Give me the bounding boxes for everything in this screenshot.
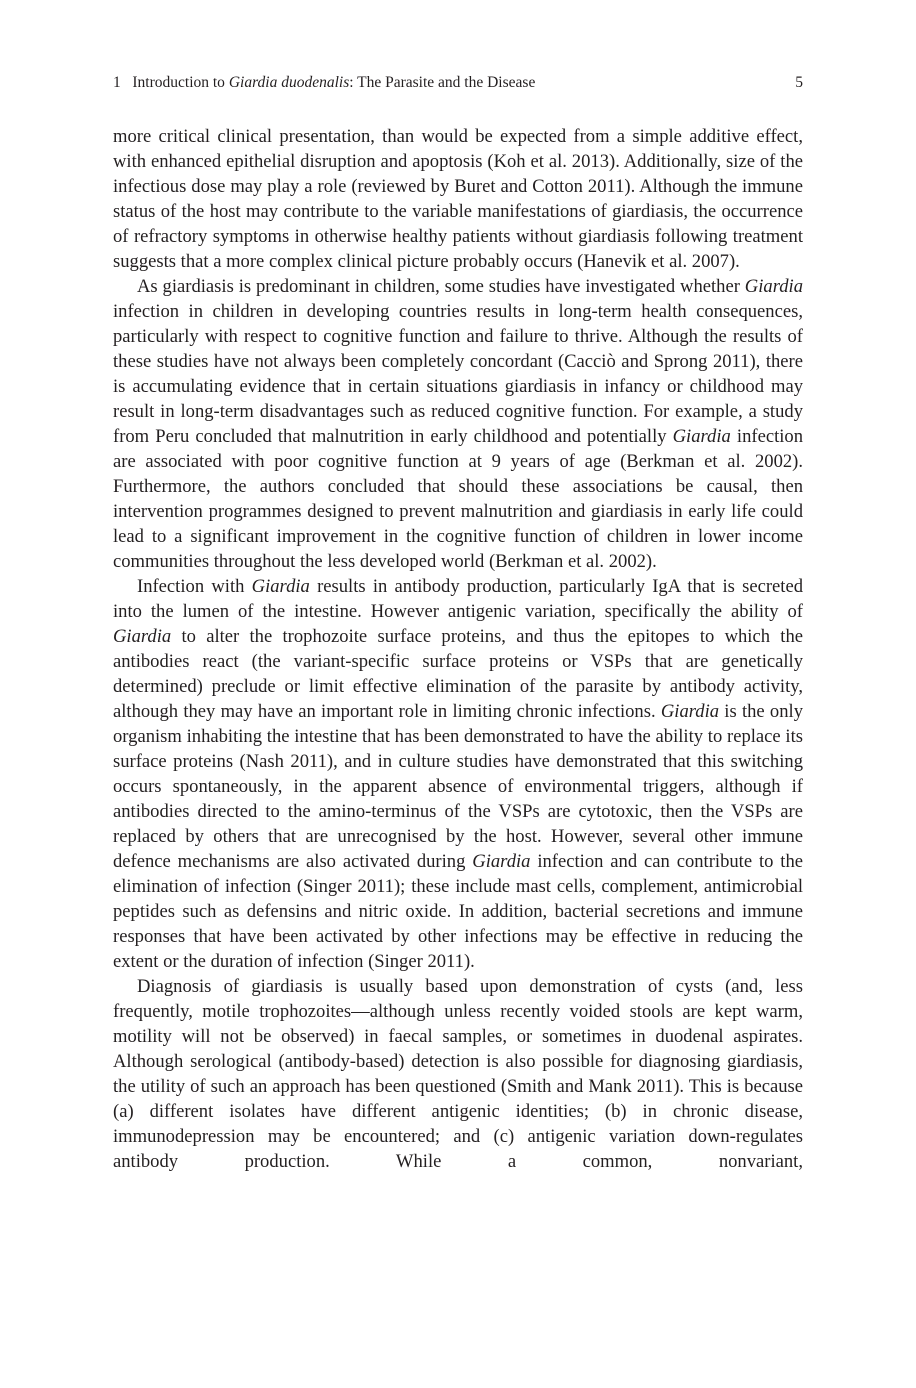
italic-term: Giardia [113,626,172,647]
text-run: infection are associated with poor cognitive function at 9 years of age (Berkman et al. 2002). Furthermore, the authors concluded that should these associations be causal, then intervention programmes designed to prevent malnutrition and giardiasis in early life could lead to a significant improvement in the cognitive function of children in lower income communities throughout the less developed world (Berkman et al. 2002). [113,426,803,572]
body-text [113,124,803,1174]
text-run: Diagnosis of giardiasis is usually based upon demonstration of cysts (and, less frequently, motile trophozoites—although unless recently voided stools are kept warm, motility will not be observed) in faecal samples, or sometimes in duodenal aspirates. Although serological (antibody-based) detection is also possible for diagnosing giardiasis, the utility of such an approach has been questioned (Smith and Mank 2011). This is because (a) different isolates have different antigenic identities; (b) in chronic disease, immunodepression may be encountered; and (c) antigenic variation down-regulates antibody production. While a common, nonvariant, [113,976,803,1172]
paragraph-4 [113,974,803,1174]
italic-term: Giardia [744,276,803,297]
text-run: infection in children in developing countries results in long-term health consequences, particularly with respect to cognitive function and failure to thrive. Although the results of these studies have not always been completely concordant (Cacciò and Sprong 2011), there is accumulating evidence that in certain situations giardiasis in infancy or childhood may result in long-term disadvantages such as reduced cognitive function. For example, a study from Peru concluded that malnutrition in early childhood and potentially [113,301,803,447]
chapter-number: 1 [113,74,121,91]
italic-term: Giardia [251,576,310,597]
chapter-title [113,72,535,94]
paragraph-1 [113,124,803,274]
running-head [113,72,803,94]
text-run: more critical clinical presentation, than would be expected from a simple additive effect, with enhanced epithelial disruption and apoptosis (Koh et al. 2013). Additionally, size of the infectious dose may play a role (reviewed by Buret and Cotton 2011). Although the immune status of the host may contribute to the variable manifestations of giardiasis, the occurrence of refractory symptoms in otherwise healthy patients without giardiasis following treatment suggests that a more complex clinical picture probably occurs (Hanevik et al. 2007). [113,126,803,272]
text-run: Infection with [137,576,252,597]
paragraph-3 [113,574,803,974]
chapter-title-text-1: Introduction to [132,74,229,91]
italic-term: Giardia [660,701,720,722]
text-run: results in antibody production, particularly IgA that is secreted into the lumen of the intestine. However antigenic variation, specifically the ability of [113,576,803,622]
chapter-title-italic: Giardia duodenalis [228,74,350,91]
italic-term: Giardia [672,426,731,447]
text-run: infection and can contribute to the elimination of infection (Singer 2011); these include mast cells, complement, antimicrobial peptides such as defensins and nitric oxide. In addition, bacterial secretions and immune responses that have been activated by other infections may be effective in reducing the extent or the duration of infection (Singer 2011). [113,851,804,972]
text-run: is the only organism inhabiting the intestine that has been demonstrated to have the ability to replace its surface proteins (Nash 2011), and in culture studies have demonstrated that this switching occurs spontaneously, in the apparent absence of environmental triggers, although if antibodies directed to the amino-terminus of the VSPs are cytotoxic, then the VSPs are replaced by others that are unrecognised by the host. However, several other immune defence mechanisms are also activated during [113,701,803,872]
italic-term: Giardia [472,851,531,872]
chapter-title-text-2: : The Parasite and the Disease [349,74,536,91]
paragraph-2 [113,274,803,574]
text-run: As giardiasis is predominant in children, some studies have investigated whether [137,276,745,297]
page-number: 5 [795,74,803,91]
text-run: to alter the trophozoite surface proteins, and thus the epitopes to which the antibodies react (the variant-specific surface proteins or VSPs that are genetically determined) preclude or limit effective elimination of the parasite by antibody activity, although they may have an important role in limiting chronic infections. [113,626,803,722]
